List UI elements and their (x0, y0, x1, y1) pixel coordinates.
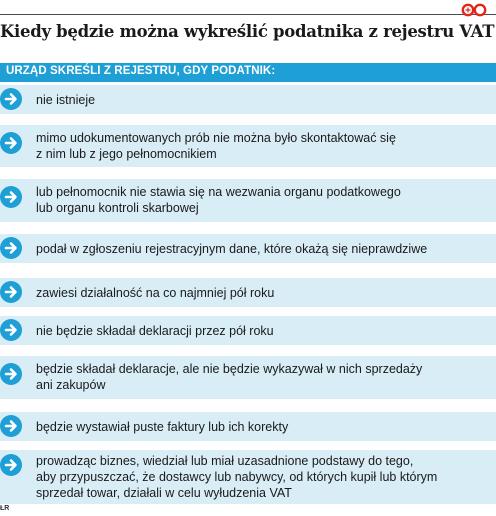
list-item-text: zawiesi działalność na co najmniej pół roku (36, 286, 275, 300)
arrow-right-circle-icon (0, 186, 22, 208)
list-item (0, 179, 496, 222)
list-item (0, 316, 496, 345)
list-item (0, 412, 496, 441)
arrow-right-circle-icon (0, 88, 22, 110)
list-item-text: prowadząc biznes, wiedział lub miał uzasadnione podstawy do tego, aby przypuszczać, że dostawcy lub nabywcy, od których kupił lub którym sprzedał towar, działali w celu wyłudzenia VAT (36, 454, 438, 500)
arrow-right-circle-icon (0, 363, 22, 385)
top-rule (0, 14, 496, 15)
arrow-right-circle-icon (0, 237, 22, 259)
list-item (0, 125, 496, 167)
list-item (0, 356, 496, 399)
page-title: Kiedy będzie można wykreślić podatnika z rejestru VAT (0, 22, 495, 41)
list-item-text: będzie składał deklaracje, ale nie będzie wykazywał w nich sprzedaży ani zakupów (36, 362, 423, 392)
arrow-right-circle-icon (0, 319, 22, 341)
list-item (0, 450, 496, 504)
arrow-right-circle-icon (0, 281, 22, 303)
arrow-right-circle-icon (0, 132, 22, 154)
list-item (0, 234, 496, 263)
section-header (0, 63, 496, 82)
list-item-text: lub pełnomocnik nie stawia się na wezwania organu podatkowego lub organu kontroli skarbowej (36, 185, 401, 215)
list-item-text: podał w zgłoszeniu rejestracyjnym dane, które okażą się nieprawdziwe (36, 242, 428, 256)
arrow-right-circle-icon (0, 454, 22, 476)
list-item-text: nie będzie składał deklaracji przez pół roku (36, 324, 274, 338)
arrow-right-circle-icon (0, 415, 22, 437)
list-item-text: mimo udokumentowanych prób nie można było skontaktować się z nim lub z jego pełnomocnikiem (36, 131, 396, 161)
list-item (0, 278, 496, 307)
logo-icon (460, 3, 490, 17)
section-header-label: URZĄD SKREŚLI Z REJESTRU, GDY PODATNIK: (6, 65, 276, 77)
list-item-text: nie istnieje (36, 93, 96, 107)
list-item-text: będzie wystawiał puste faktury lub ich korekty (36, 420, 289, 434)
list-item (0, 85, 496, 114)
source-credit: ŁR (0, 505, 10, 512)
